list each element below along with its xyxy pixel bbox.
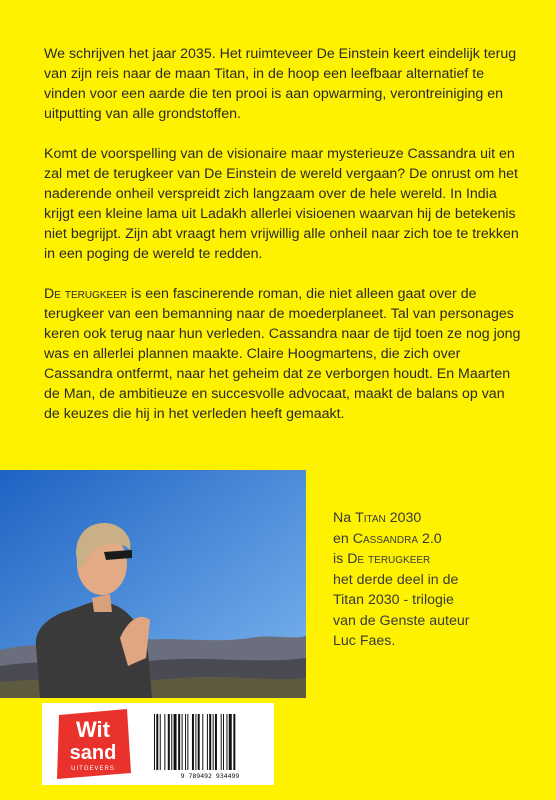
barcode-bar bbox=[213, 714, 214, 770]
book-title-inline: De terugkeer bbox=[44, 286, 128, 302]
logo-word-wit: Wit bbox=[75, 717, 111, 742]
barcode-bar bbox=[164, 714, 165, 770]
barcode-bar bbox=[198, 714, 200, 770]
author-photo bbox=[0, 470, 306, 698]
isbn-barcode bbox=[150, 712, 270, 780]
series-note-line-5: Titan 2030 - trilogie bbox=[333, 592, 454, 608]
title-titan: Titan bbox=[355, 510, 386, 526]
witsand-logo bbox=[53, 707, 133, 783]
back-cover-blurb bbox=[44, 44, 522, 444]
series-note-line-3: is De terugkeer bbox=[333, 551, 431, 567]
blurb-paragraph-3-text: is een fascinerende roman, die niet alleen gaat over de terugkeer van een bemanning naar de moederplaneet. Tal van personages keren ook terug naar hun verleden. Cassandra naar de tijd toen ze nog jong was en allerlei plannen maakte. Claire Hoogmartens, die zich over Cassandra ontfermt, naar het geheim dat ze verborgen houdt. En Maarten de Man, de ambitieuze en succesvolle advocaat, maakt de balans op van de keuzes die hij in het verleden heeft gemaakt. bbox=[44, 286, 521, 422]
barcode-bar bbox=[168, 714, 170, 770]
series-note-line-4: het derde deel in de bbox=[333, 571, 459, 588]
barcode-bar bbox=[174, 714, 177, 770]
series-note-line-1: Na Titan 2030 bbox=[333, 510, 422, 526]
series-note-line-7: Luc Faes. bbox=[333, 633, 396, 649]
barcode-bar bbox=[202, 714, 203, 770]
logo-word-sand: sand bbox=[69, 742, 117, 764]
barcode-bar bbox=[215, 714, 217, 770]
series-note-line-2: en Cassandra 2.0 bbox=[333, 530, 442, 547]
blurb-paragraph-2: Komt de voorspelling van de visionaire maar mysterieuze Cassandra uit en zal met de terugkeer van De Einstein de wereld vergaan? De onrust om het naderende onheil verspreidt zich langzaam over de hele wereld. In India krijgt een kleine lama uit Ladakh allerlei visioenen waarvan hij de betekenis niet begrijpt. Zijn abt vraagt hem vrijwillig alle onheil naar zich toe te trekken in een poging de wereld te redden. bbox=[44, 146, 519, 262]
barcode-bar bbox=[154, 714, 155, 770]
series-note bbox=[333, 508, 533, 652]
barcode-bar bbox=[221, 714, 222, 770]
author-photo-illustration bbox=[0, 470, 306, 698]
barcode-bar bbox=[195, 714, 196, 770]
barcode-bar bbox=[226, 714, 227, 770]
barcode-bars bbox=[154, 714, 235, 770]
barcode-bar bbox=[207, 714, 208, 770]
barcode-bar bbox=[229, 714, 232, 770]
barcode-bar bbox=[182, 714, 183, 770]
barcode-bar bbox=[160, 714, 161, 770]
barcode-bar bbox=[192, 714, 194, 770]
series-note-line-6: van de Genste auteur bbox=[333, 612, 470, 629]
barcode-bar bbox=[171, 714, 172, 770]
barcode-bar bbox=[187, 714, 188, 770]
blurb-paragraph-3 bbox=[44, 284, 522, 424]
barcode-bar bbox=[178, 714, 180, 770]
title-de-terugkeer: De terugkeer bbox=[347, 551, 431, 567]
barcode-bar bbox=[156, 714, 158, 770]
barcode-bar bbox=[233, 714, 235, 770]
barcode-digits: 9 789492 934499 bbox=[180, 772, 240, 780]
title-cassandra: Cassandra bbox=[352, 530, 418, 547]
barcode-bar bbox=[209, 714, 211, 770]
barcode-bar bbox=[223, 714, 224, 770]
blurb-paragraph-1: We schrijven het jaar 2035. Het ruimteveer De Einstein keert eindelijk terug van zijn reis naar de maan Titan, in de hoop een leefbaar alternatief te vinden voor een aarde die ten prooi is aan opwarming, verontreiniging en uitputting van alle grondstoffen. bbox=[44, 46, 517, 122]
logo-word-uitgevers: UITGEVERS bbox=[71, 766, 115, 772]
barcode-bar bbox=[185, 714, 186, 770]
